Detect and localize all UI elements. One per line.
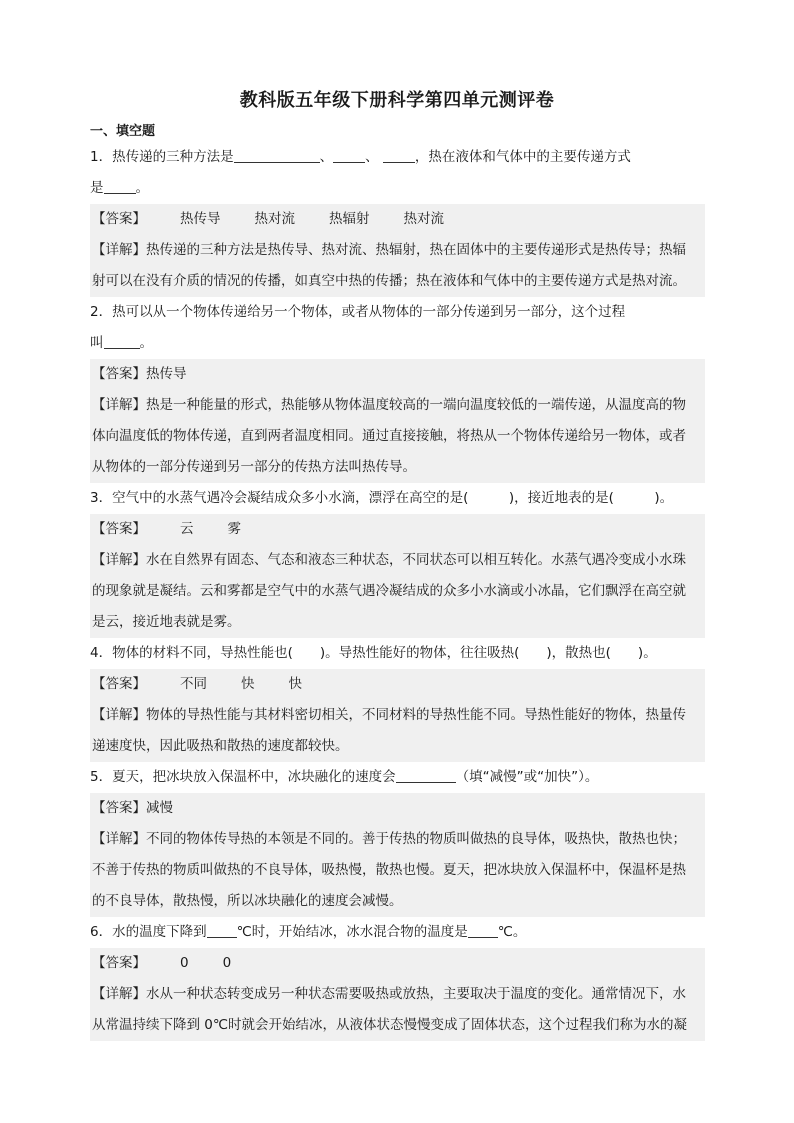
- answer-item: 快: [288, 676, 302, 692]
- question-6: [90, 917, 705, 1041]
- answer-item: 热辐射: [329, 211, 370, 227]
- question-text: 5．夏天，把冰块放入保温杯中，冰块融化的速度会 （填“减慢”或“加快”）。: [90, 762, 705, 793]
- question-5: [90, 762, 705, 917]
- question-4: [90, 638, 705, 762]
- answer-item: 热对流: [403, 211, 444, 227]
- answer-box: [90, 793, 705, 917]
- page-title: 教科版五年级下册科学第四单元测评卷: [239, 90, 555, 111]
- question-text-cont: 叫 。: [90, 328, 705, 359]
- detail-line: 是云，接近地表就是雾。: [92, 614, 241, 630]
- answer-box: [90, 948, 705, 1041]
- answer-item: 云: [180, 521, 194, 537]
- answer-blank: [383, 146, 415, 163]
- section-heading: 一、填空题: [90, 124, 156, 139]
- answer-blank: [207, 921, 237, 938]
- answer-blank: [104, 332, 140, 349]
- detail-line: 递速度快，因此吸热和散热的速度都较快。: [92, 738, 349, 754]
- detail-line: 【详解】不同的物体传导热的本领是不同的。善于传热的物质叫做热的良导体，吸热快，散热也快；: [92, 831, 686, 847]
- detail-line: 【详解】物体的导热性能与其材料密切相关，不同材料的导热性能不同。导热性能好的物体，热量传: [92, 707, 686, 723]
- detail-line: 【详解】水在自然界有固态、气态和液态三种状态，不同状态可以相互转化。水蒸气遇冷变成小水珠: [92, 552, 686, 568]
- question-1: [90, 142, 705, 297]
- question-list: [90, 142, 705, 1041]
- detail-line: 不善于传热的物质叫做热的不良导体，吸热慢，散热也慢。夏天，把冰块放入保温杯中，保温杯是热: [92, 862, 686, 878]
- answer-box: [90, 669, 705, 762]
- detail-line: 的不良导体，散热慢，所以冰块融化的速度会减慢。: [92, 893, 403, 909]
- answer-item: 0: [180, 955, 189, 971]
- question-text: 6．水的温度下降到 ℃时，开始结冰，冰水混合物的温度是 ℃。: [90, 917, 705, 948]
- answer-blank: [104, 177, 136, 194]
- detail-line: 【详解】热传递的三种方法是热传导、热对流、热辐射，热在固体中的主要传递形式是热传导；热辐: [92, 242, 686, 258]
- answer-item: 热对流: [254, 211, 295, 227]
- answer-box: [90, 359, 705, 483]
- question-text: 2．热可以从一个物体传递给另一个物体，或者从物体的一部分传递到另一部分，这个过程: [90, 304, 626, 320]
- answer-item: 快: [241, 676, 255, 692]
- detail-line: 射可以在没有介质的情况的传播，如真空中热的传播；热在液体和气体中的主要传递方式是热对流。: [92, 273, 686, 289]
- question-text: 3．空气中的水蒸气遇冷会凝结成众多小水滴，漂浮在高空的是( )，接近地表的是( )。: [90, 490, 674, 506]
- answer-item: 雾: [227, 521, 241, 537]
- answer-item: 热传导: [146, 366, 187, 382]
- answer-blank: [396, 766, 456, 783]
- question-text: 4．物体的材料不同，导热性能也( )。导热性能好的物体，往往吸热( )，散热也( )。: [90, 645, 657, 661]
- answer-blank: [468, 921, 498, 938]
- answer-line: 【答案】 热传导 热对流 热辐射 热对流: [92, 204, 703, 235]
- question-2: [90, 297, 705, 483]
- answer-item: 不同: [180, 676, 207, 692]
- question-3: [90, 483, 705, 638]
- detail-line: 【详解】水从一种状态转变成另一种状态需要吸热或放热，主要取决于温度的变化。通常情况下，水: [92, 986, 686, 1002]
- answer-item: 减慢: [146, 800, 173, 816]
- answer-blank: [234, 146, 320, 163]
- detail-line: 【详解】热是一种能量的形式，热能够从物体温度较高的一端向温度较低的一端传递，从温度高的物: [92, 397, 686, 413]
- answer-line: 【答案】热传导: [92, 366, 187, 382]
- detail-line: 体向温度低的物体传递，直到两者温度相同。通过直接接触，将热从一个物体传递给另一物体，或者: [92, 428, 686, 444]
- answer-box: [90, 514, 705, 638]
- detail-line: 从常温持续下降到 0℃时就会开始结冰，从液体状态慢慢变成了固体状态，这个过程我们称为水的凝: [92, 1017, 688, 1033]
- answer-line: 【答案】减慢: [92, 800, 173, 816]
- answer-line: 【答案】 云 雾: [92, 514, 703, 545]
- question-text-cont: 是 。: [90, 173, 705, 204]
- answer-item: 热传导: [180, 211, 221, 227]
- answer-blank: [333, 146, 365, 163]
- answer-line: 【答案】 不同 快 快: [92, 669, 703, 700]
- detail-line: 从物体的一部分传递到另一部分的传热方法叫热传导。: [92, 459, 416, 475]
- answer-item: 0: [222, 955, 232, 971]
- question-text: 1．热传递的三种方法是 、 、 ，热在液体和气体中的主要传递方式: [90, 142, 705, 173]
- answer-line: 【答案】 0 0: [92, 948, 703, 979]
- detail-line: 的现象就是凝结。云和雾都是空气中的水蒸气遇冷凝结成的众多小水滴或小冰晶，它们飘浮在高空就: [92, 583, 686, 599]
- answer-box: [90, 204, 705, 297]
